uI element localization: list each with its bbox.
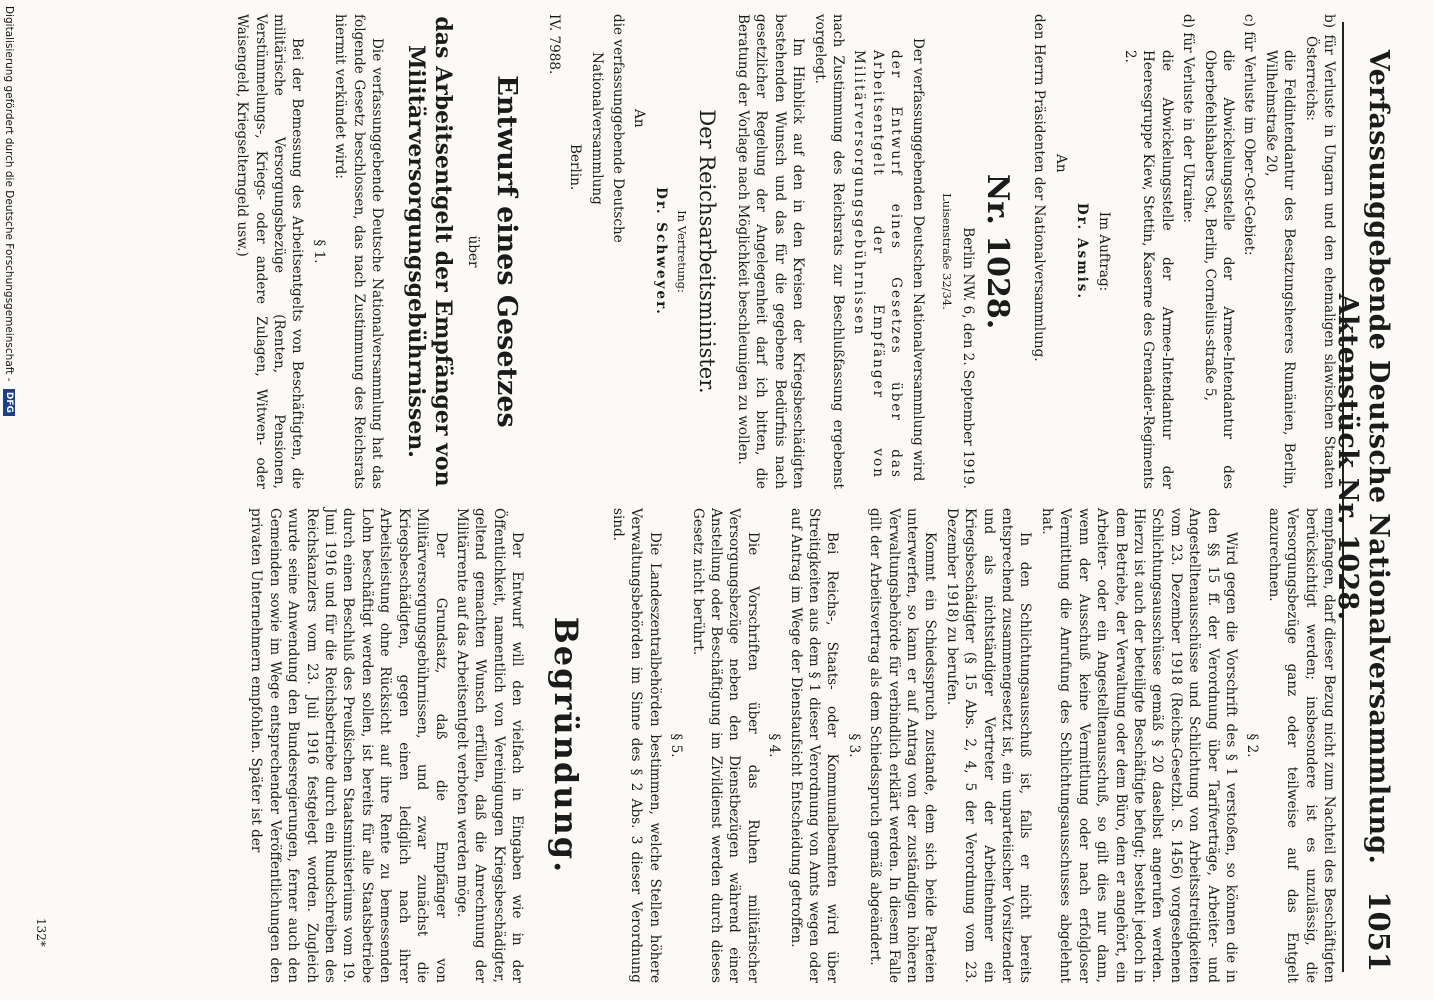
intro-text: Der verfassunggebenden Deutschen Nationalversammlung wird [909,38,926,482]
signature-schweyer: Dr. Schweyer. [652,187,669,316]
section-1-heading: § 1. [310,239,327,264]
list-item-d-detail: die Abwickelungsstelle der Armee-Intendantur der Heeresgruppe Kiew, Stettin, Kaserne des Grenadier-Regiments 2. [1121,50,1175,489]
auftrag-label: Im Auftrag: [1095,211,1112,292]
document-number: Nr. 1028. [979,173,1015,330]
section-2-text-b: In den Schlichtungsausschuß ist, falls er nicht bereits entsprechend zusammengesetzt ist, ein unparteiischer Vorsitzender und als nichtständiger Vertreter der Arbeitnehmer ein Kriegsbeschädigter (§ 15 Abs. 2, 4, 5 der Verordnung vom 23. Dezember 1918) zu berufen. [943,508,1034,983]
section-3-text: Bei Reichs-, Staats- oder Kommunalbeamten wird über Streitigkeiten aus dem § 1 dieser Verordnung von Amts wegen oder auf Antrag im Wege der Dienstaufsicht Entscheidung getroffen. [787,508,841,983]
recipient-city: Berlin. [567,144,584,191]
recipient-line-2: Nationalversammlung [588,52,605,205]
section-2-text: Wird gegen die Vorschrift des § 1 verstoßen, so können die in den §§ 15 ff. der Verordnung über Tarifverträge, Arbeiter- und Angestelltenausschüsse und Schlichtung von Arbeitsstreitigkeiten vom 23. Dezember 1918 (Reichs-Gesetzbl. S. 1456) vorgesehenen Schlichtungsausschüsse gemäß § 20 daselbst angerufen werden. Hierzu ist auch der beteiligte Beschäftigte befugt; besteht jedoch in dem Betriebe, der Verwaltung oder dem Büro, dem er angehört, ein Arbeiter- oder ein Angestelltenausschuß, so gilt dies nur dann, wenn der Ausschuß keine Vermittlung oder nach erfolgloser Vermittlung die Anrufung des Schlichtungsausschusses abgelehnt hat. [1038,508,1239,983]
list-item-b-detail: die Feldintendantur des Besatzungsheeres Rumänien, Berlin, Wilhelmstraße 20, [1262,50,1298,489]
recipient-an: An [631,109,648,128]
justification-heading: Begründung. [546,616,585,875]
section-2-text-c: Kommt ein Schiedsspruch zustande, dem sich beide Parteien unterwerfen, so kann er auf Antrag von der zuständigen höheren Verwaltungsbehörde für verbindlich erklärt werden. In diesem Falle gilt der Arbeitsvertrag als dem Schiedsspruch gemäß abgeändert. [867,508,939,983]
submission-text: nach Zustimmung des Reichsrats zur Beschlußfassung ergebenst vorgelegt. [811,14,847,489]
addressee-name: den Herrn Präsidenten der Nationalversammlung. [1031,14,1048,362]
list-item-d: d) für Verluste in der Ukraine: [1180,14,1197,223]
page-header [1332,22,1404,972]
left-column [230,14,1338,489]
justification-paragraph-2: Der Grundsatz, daß die Empfänger von Militärversorgungsgebührnissen, und zwar zunächst die Kriegsbeschädigten, gegen einen lediglich nach ihrer Arbeitsleistung ohne Rücksicht auf ihre Rente zu bemessenden Lohn beschäftigt werden sollen, ist bereits für alle Staatsbetriebe durch einen Beschluß des Preußischen Staatsministeriums vom 19. Juni 1916 und für die Reichsbetriebe durch ein Rundschreiben des Reichskanzlers vom 23. Juli 1916 festgelegt worden. Zugleich wurde seine Anwendung den Bundesregierungen, ferner auch den Gemeinden sowie im Wege entsprechender Veröffentlichungen den privaten Unternehmern empfohlen. Später ist der [248,508,449,983]
section-1-continued: empfangen, darf dieser Bezug nicht zum Nachteil des Beschäftigten berücksichtigt werden; insbesondere ist es unzulässig, die Versorgungsbezüge ganz oder teilweise auf das Entgelt anzurechnen. [1265,508,1337,983]
print-signature-mark: 132* [34,918,48,947]
section-1-text: Bei der Bemessung des Arbeitsentgelts von Beschäftigten, die militärische Versorgungsbezüge (Renten, Pensionen, Verstümmelungs-, Kriegs- oder andere Zulagen, Witwen- oder Waisengeld, Kriegselterngeld usw.) [234,14,306,489]
draft-title-line: der Entwurf eines Gesetzes über das Arbeitsentgelt der Empfänger von Militärversorgungsgebührnissen [851,50,905,479]
page-number: 1051 [1362,891,1396,972]
section-4-text: Die Vorschriften über das Ruhen militärischer Versorgungsbezüge neben den Dienstbezügen während einer Anstellung oder Beschäftigung im Zivildienst werden durch dieses Gesetz nicht berührt. [689,508,761,983]
law-subject: das Arbeitsentgelt der Empfänger von Militärversorgungsgebührnissen. [402,16,456,487]
section-5-heading: § 5. [668,733,685,758]
signature-asmis: Dr. Asmis. [1074,202,1091,301]
law-title-ueber: über [465,235,482,268]
place-date: Berlin NW. 6, den 2. September 1919. [960,227,977,489]
request-text: Im Hinblick auf den in den Kreisen der Kriegsbeschädigten bestehenden Wunsch und das für die gegebene Bedürfnis nach gesetzlicher Regelung der Angelegenheit darf ich bitten, die Beratung der Vorlage nach Möglichkeit beschleunigen zu wollen. [735,14,807,489]
representation-label: In Vertretung: [675,210,690,293]
minister-title: Der Reichsarbeitsminister. [694,109,719,394]
section-2-heading: § 2. [1244,733,1261,758]
reference-number: IV. 7988. [545,14,562,75]
digitization-credit [0,0,18,1000]
section-5-text: Die Landeszentralbehörden bestimmen, welche Stellen höhere Verwaltungsbehörden im Sinne des § 2 Abs. 3 dieser Verordnung sind. [609,508,663,983]
street-address: Luisenstraße 32/34. [940,193,955,310]
running-title: Verfassunggebende Deutsche Nationalversammlung. Aktenstück Nr. 1028. [1332,49,1394,865]
section-3-heading: § 3. [845,733,862,758]
list-item-c-detail: die Abwickelungsstelle der Armee-Intendantur des Oberbefehlshabers Ost, Berlin, Cornelius-straße 5, [1201,50,1236,489]
section-4-heading: § 4. [766,733,783,758]
digitization-text: Digitalisierung gefördert durch die Deutsche Forschungsgemeinschaft - [3,6,15,382]
recipient-line-1: die verfassunggebende Deutsche [610,14,626,243]
right-column [244,508,1338,983]
law-title: Entwurf eines Gesetzes [491,75,523,428]
addressee-an: An [1052,154,1069,173]
dfg-logo: DFG [3,389,15,416]
list-item-b: b) für Verluste in Ungarn und den ehemaligen slawischen Staaten Österreichs: [1302,14,1337,489]
list-item-c: c) für Verluste im Ober-Ost-Gebiet: [1241,14,1258,256]
law-preamble: Die verfassunggebende Deutsche Nationalversammlung hat das folgende Gesetz beschlossen, das nach Zustimmung des Reichsrats hiermit verkündet wird: [332,14,385,489]
justification-paragraph-1: Der Entwurf will den vielfach in Eingaben wie in der Öffentlichkeit, namentlich von Vereinigungen Kriegsbeschädigter, geltend gemachten Wunsch erfüllen, daß die Anrechnung der Militärrente auf das Arbeitsentgelt verboten werden möge. [453,508,526,983]
